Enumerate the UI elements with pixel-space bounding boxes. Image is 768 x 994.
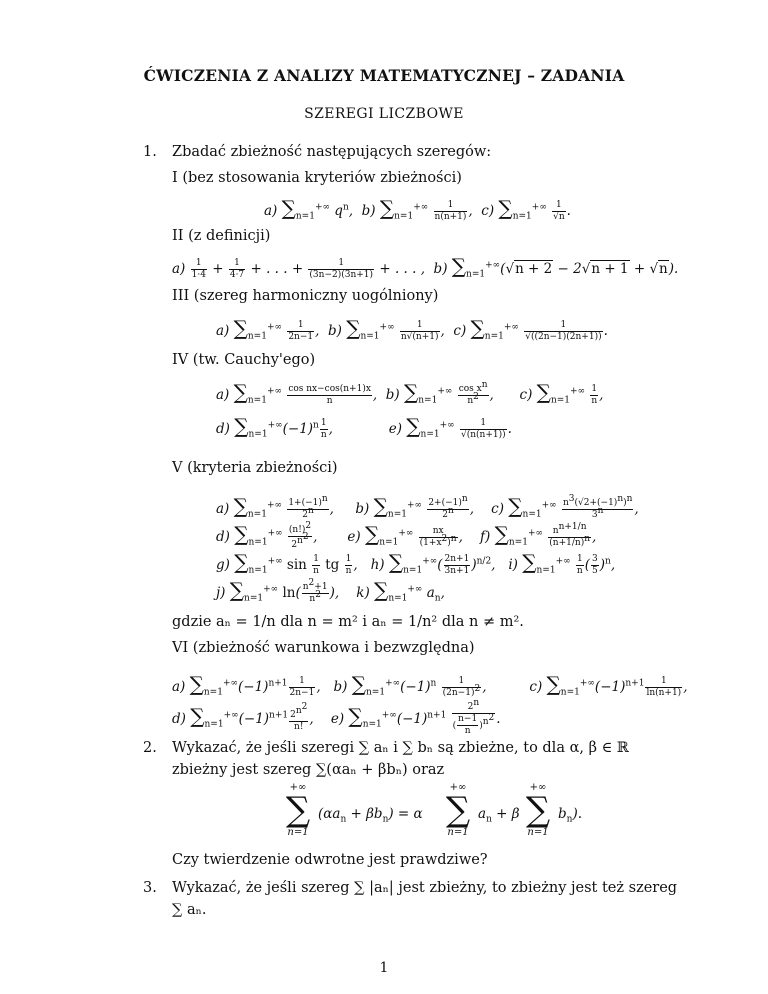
page-number: 1 xyxy=(379,960,389,976)
problem-1-number: 1. xyxy=(143,144,157,160)
sum-symbol-1: +∞ ∑ n=1 xyxy=(285,782,311,838)
subsection-1-heading: I (bez stosowania kryteriów zbieżności) xyxy=(172,170,462,186)
problem-3-number: 3. xyxy=(143,880,157,896)
sum-symbol-2: +∞ ∑ n=1 xyxy=(445,782,471,838)
problem-1-text: Zbadać zbieżność następujących szeregów: xyxy=(172,144,492,160)
formula-I: a) $\sum_{n=1}^{+\infty}$ $q^n$, b) $\sum_{n=1}^{+\infty}$ $\frac{1}{n(n+1)}$ , c) $\sum_{n=1}^{+\infty}$ $\frac{1}{√n}$ . xyxy=(264,196,571,222)
formula-II: a) $\frac{1}{1\cdot 4}$ + $\frac{1}{4\cdot 7}$ + . . . + $\frac{1}{(3n-2)(3n+1)}$ + . . . , b) $\sum_{n=1}^{+\infty}(√n + 2 - 2√n + 1 + √n)$. xyxy=(172,254,679,280)
problem-2-line2: zbieżny jest szereg ∑(αaₙ + βbₙ) oraz xyxy=(172,762,445,778)
formula-V-row4: j) $\sum_{n=1}^{+\infty}$ ln( $\frac{n^2+1}{n^2}$ ), k) $\sum_{n=1}^{+\infty}$ $a_n$, xyxy=(216,578,445,604)
formula-V-row3: g) $\sum_{n=1}^{+\infty}$ sin $\frac{1}{n}$ tg $\frac{1}{n}$ , h) $\sum_{n=1}^{+\infty}$( $\frac{2n+1}{3n+1}$ )$^{n/2}$, i) $\sum_{n=1}^{+\infty}$ $\frac{1}{n}$ ( $\frac{3}{5}$ )$^n$, xyxy=(216,550,616,576)
problem-3-line2: ∑ aₙ. xyxy=(172,902,207,918)
formula-V-row1: a) $\sum_{n=1}^{+\infty}$ $\frac{1+(-1)^n}{2^n}$ , b) $\sum_{n=1}^{+\infty}$ $\frac{2+(-1)^n}{2^n}$ , c) $\sum_{n=1}^{+\infty}$ $\frac{n^3(√2+(-1)^n)^n}{3^n}$ , xyxy=(216,494,639,520)
formula-linearity-rhs: $b_n$). xyxy=(558,806,583,825)
subsection-5-note: gdzie aₙ = 1/n dla n = m² i aₙ = 1/n² dla n ≠ m². xyxy=(172,614,524,630)
formula-IV-row1: a) $\sum_{n=1}^{+\infty}$ $\frac{\text{cos nx−cos(n+1)x}}{n}$ , b) $\sum_{n=1}^{+\infty}$ $\frac{\cos x^n}{n^2}$ , c) $\sum_{n=1}^{+\infty}$ $\frac{1}{n}$ , xyxy=(216,380,604,406)
subsection-5-heading: V (kryteria zbieżności) xyxy=(172,460,338,476)
subsection-2-heading: II (z definicji) xyxy=(172,228,271,244)
formula-V-row2: d) $\sum_{n=1}^{+\infty}$ $\frac{(n!)^2}{2^{n^2}}$ , e) $\sum_{n=1}^{+\infty}$ $\frac{nx}{(1+x^2)^n}$ , f) $\sum_{n=1}^{+\infty}$ $\frac{n^{n+1/n}}{(n+1/n)^n}$ , xyxy=(216,520,597,550)
subsection-4-heading: IV (tw. Cauchy'ego) xyxy=(172,352,316,368)
sum-symbol-3: +∞ ∑ n=1 xyxy=(525,782,551,838)
formula-III: a) $\sum_{n=1}^{+\infty}$ $\frac{1}{2n-1}$ , b) $\sum_{n=1}^{+\infty}$ $\frac{1}{n√(n+1)}$ , c) $\sum_{n=1}^{+\infty}$ $\frac{1}{√((2n-1)(2n+1))}$ . xyxy=(216,316,608,342)
formula-linearity-mid: $a_n + \beta$ xyxy=(478,806,520,825)
problem-2-line1: Wykazać, że jeśli szeregi ∑ aₙ i ∑ bₙ są zbieżne, to dla α, β ∈ ℝ xyxy=(172,740,629,756)
formula-linearity-lhs: $(\alpha a_n + \beta b_n) = \alpha$ xyxy=(318,806,423,825)
problem-2-number: 2. xyxy=(143,740,157,756)
formula-VI-row1: a) $\sum_{n=1}^{+\infty}(-1)^{n+1}$ $\frac{1}{2n-1}$ , b) $\sum_{n=1}^{+\infty}(-1)^n$ $\frac{1}{(2n-1)^2}$ , c) $\sum_{n=1}^{+\infty}(-1)^{n+1}$ $\frac{1}{\ln(n+1)}$ , xyxy=(172,672,688,698)
subsection-6-heading: VI (zbieżność warunkowa i bezwzględna) xyxy=(172,640,475,656)
page-title: ĆWICZENIA Z ANALIZY MATEMATYCZNEJ – ZADANIA xyxy=(143,66,625,85)
problem-2-question: Czy twierdzenie odwrotne jest prawdziwe? xyxy=(172,852,488,868)
section-title: SZEREGI LICZBOWE xyxy=(304,106,464,122)
problem-3-line1: Wykazać, że jeśli szereg ∑ |aₙ| jest zbieżny, to zbieżny jest też szereg xyxy=(172,880,678,896)
subsection-3-heading: III (szereg harmoniczny uogólniony) xyxy=(172,288,439,304)
formula-VI-row2: d) $\sum_{n=1}^{+\infty}(-1)^{n+1}$ $\frac{2^{n^2}}{n!}$ , e) $\sum_{n=1}^{+\infty}(-1)^{n+1}$ 2$^n$ ( $\frac{n-1}{n}$ )$^{n^2}$ . xyxy=(172,698,501,736)
formula-IV-row2: d) $\sum_{n=1}^{+\infty}(-1)^n$ $\frac{1}{n}$ , e) $\sum_{n=1}^{+\infty}$ $\frac{1}{√(n(n+1))}$ . xyxy=(216,414,512,440)
